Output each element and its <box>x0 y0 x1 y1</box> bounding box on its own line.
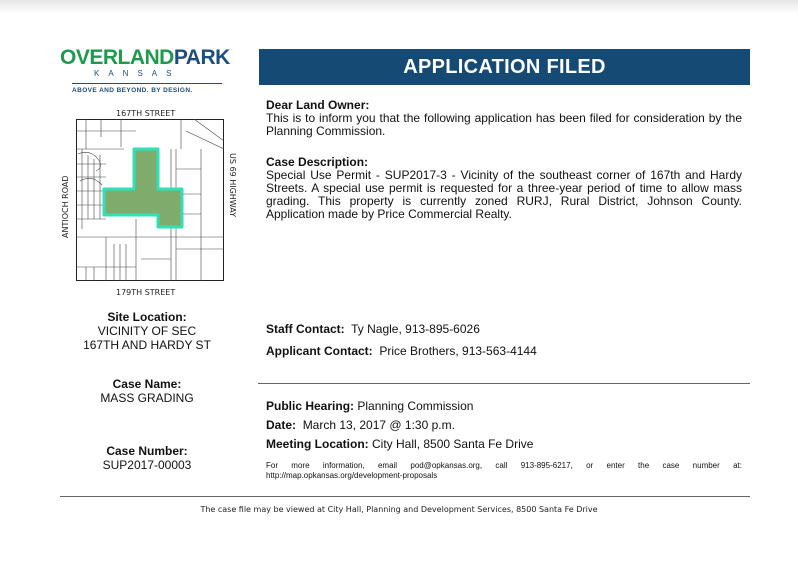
map-north-street-label: 167TH STREET <box>116 109 176 118</box>
case-number-value: SUP2017-00003 <box>102 458 192 472</box>
section-divider <box>258 383 750 384</box>
greeting-text: This is to inform you that the following application has been filed for consideration by the Planning Commission. <box>266 111 742 138</box>
logo-state: KANSAS <box>94 69 181 78</box>
applicant-contact-label: Applicant Contact: <box>266 344 373 358</box>
site-location-map <box>76 119 224 281</box>
case-name-value: MASS GRADING <box>100 391 194 405</box>
staff-contact <box>266 322 480 336</box>
banner-title: APPLICATION FILED <box>403 55 606 78</box>
hearing-date <box>266 418 455 432</box>
logo-word-overland: OVERLAND <box>60 46 174 69</box>
applicant-contact-value: Price Brothers, 913-563-4144 <box>379 344 537 358</box>
site-location-line2: 167TH AND HARDY ST <box>83 338 211 352</box>
meeting-location-label: Meeting Location: <box>266 437 369 451</box>
map-east-street-label: US 69 HIGHWAY <box>228 153 237 217</box>
logo-tagline: ABOVE AND BEYOND. BY DESIGN. <box>72 83 222 94</box>
case-description-heading: Case Description: <box>266 155 369 169</box>
staff-contact-label: Staff Contact: <box>266 322 345 336</box>
more-information: For more information, email pod@opkansas.org, call 913-895-6217, or enter the case number at: http://map.opkansas.org/development-proposals <box>266 461 742 480</box>
greeting-section <box>266 99 742 138</box>
site-location-block <box>62 310 232 352</box>
site-location-label: Site Location: <box>107 310 187 324</box>
case-description-section <box>266 156 742 221</box>
logo-wordmark <box>60 47 236 69</box>
case-number-label: Case Number: <box>106 444 188 458</box>
map-south-street-label: 179TH STREET <box>116 288 176 297</box>
logo-word-park: PARK <box>173 46 230 69</box>
site-location-line1: VICINITY OF SEC <box>97 324 197 338</box>
public-hearing <box>266 399 473 413</box>
footer-divider <box>60 496 750 497</box>
staff-contact-value: Ty Nagle, 913-895-6026 <box>351 322 480 336</box>
hearing-date-value: March 13, 2017 @ 1:30 p.m. <box>302 418 455 432</box>
hearing-date-label: Date: <box>266 418 297 432</box>
case-number-block <box>62 444 232 472</box>
case-name-label: Case Name: <box>112 377 182 391</box>
footer-note: The case file may be viewed at City Hall, Planning and Development Services, 8500 Santa Fe Drive <box>200 505 598 514</box>
top-shade <box>0 0 798 14</box>
map-west-street-label: ANTIOCH ROAD <box>61 175 70 238</box>
applicant-contact <box>266 344 537 358</box>
meeting-location-value: City Hall, 8500 Santa Fe Drive <box>372 437 534 451</box>
overland-park-logo <box>60 47 236 94</box>
public-hearing-label: Public Hearing: <box>266 399 355 413</box>
public-hearing-value: Planning Commission <box>357 399 474 413</box>
case-description-text: Special Use Permit - SUP2017-3 - Vicinity of the southeast corner of 167th and Hardy Streets. A special use permit is requested for a three-year period of time to allow mass grading. This property is currently zoned RURJ, Rural District, Johnson County. Application made by Price Commercial Realty. <box>266 168 742 221</box>
greeting-heading: Dear Land Owner: <box>266 98 370 112</box>
case-name-block <box>62 377 232 405</box>
application-filed-banner <box>259 49 750 85</box>
meeting-location <box>266 437 533 451</box>
